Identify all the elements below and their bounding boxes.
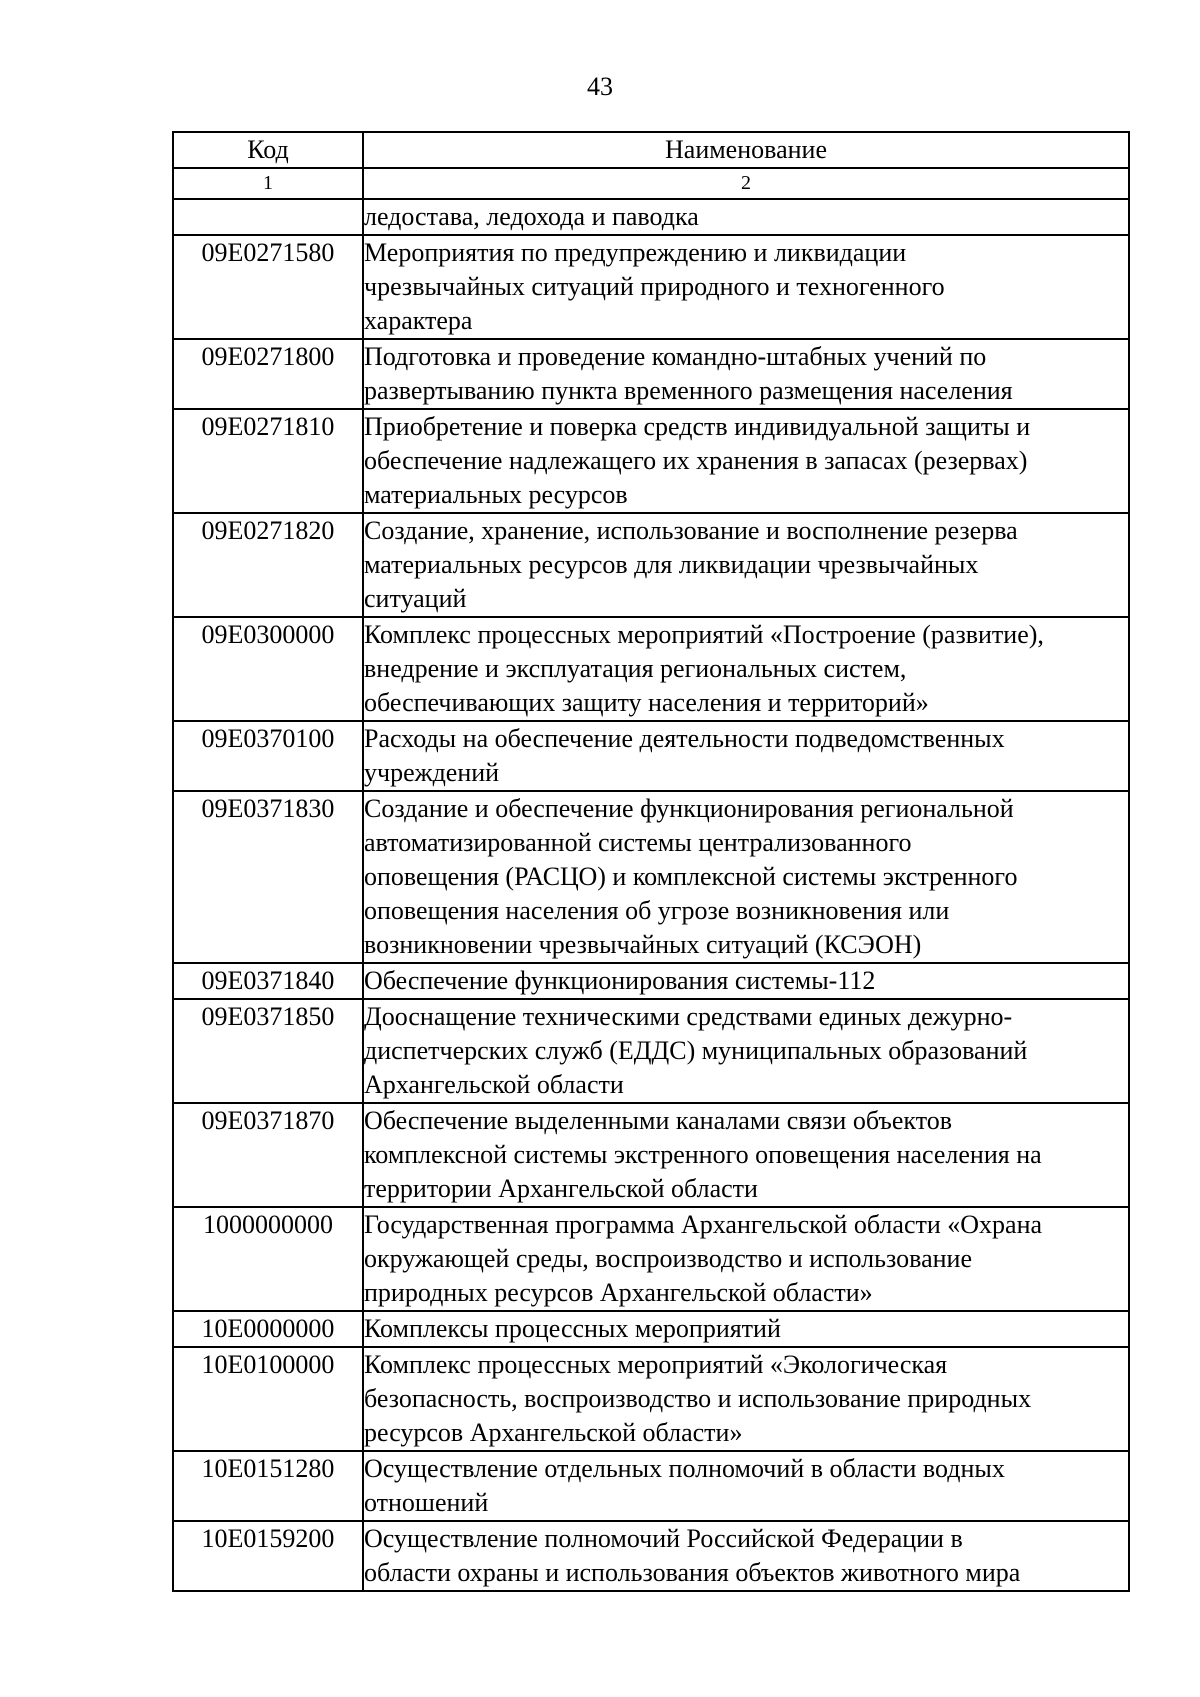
row-code: 09Е0371830 bbox=[173, 791, 363, 963]
table-row bbox=[173, 721, 1129, 791]
row-name-line: территории Архангельской области bbox=[364, 1174, 758, 1203]
table-row bbox=[173, 1521, 1129, 1591]
table-row bbox=[173, 1207, 1129, 1311]
table-row bbox=[173, 617, 1129, 721]
row-name-line: окружающей среды, воспроизводство и использование bbox=[364, 1244, 972, 1273]
row-code: 10Е0100000 bbox=[173, 1347, 363, 1451]
budget-codes-table bbox=[172, 131, 1130, 1592]
table-row bbox=[173, 409, 1129, 513]
table-row bbox=[173, 339, 1129, 409]
row-code: 09Е0371870 bbox=[173, 1103, 363, 1207]
row-name-line: развертыванию пункта временного размещения населения bbox=[364, 376, 1013, 405]
row-name-line: Комплекс процессных мероприятий «Построение (развитие), bbox=[364, 620, 1044, 649]
row-code: 09Е0271580 bbox=[173, 235, 363, 339]
row-name-line: Осуществление отдельных полномочий в области водных bbox=[364, 1454, 1005, 1483]
row-name-line: автоматизированной системы централизованного bbox=[364, 828, 912, 857]
header-name: Наименование bbox=[363, 132, 1129, 168]
row-name-line: обеспечение надлежащего их хранения в запасах (резервах) bbox=[364, 446, 1028, 475]
row-name bbox=[363, 617, 1129, 721]
row-name-line: обеспечивающих защиту населения и территорий» bbox=[364, 688, 929, 717]
row-name bbox=[363, 199, 1129, 235]
row-name-line: Расходы на обеспечение деятельности подведомственных bbox=[364, 724, 1005, 753]
row-name bbox=[363, 999, 1129, 1103]
row-name-line: Обеспечение выделенными каналами связи объектов bbox=[364, 1106, 952, 1135]
row-name-line: отношений bbox=[364, 1488, 489, 1517]
row-code: 1000000000 bbox=[173, 1207, 363, 1311]
row-name-line: Создание, хранение, использование и восполнение резерва bbox=[364, 516, 1018, 545]
table-row bbox=[173, 235, 1129, 339]
row-code: 09Е0271810 bbox=[173, 409, 363, 513]
row-name bbox=[363, 791, 1129, 963]
row-name bbox=[363, 721, 1129, 791]
row-name-line: материальных ресурсов для ликвидации чрезвычайных bbox=[364, 550, 979, 579]
row-name bbox=[363, 339, 1129, 409]
row-code: 09Е0271820 bbox=[173, 513, 363, 617]
row-code: 09Е0371850 bbox=[173, 999, 363, 1103]
row-name-line: ситуаций bbox=[364, 584, 467, 613]
row-code bbox=[173, 199, 363, 235]
row-code: 09Е0371840 bbox=[173, 963, 363, 999]
row-name-line: Приобретение и поверка средств индивидуальной защиты и bbox=[364, 412, 1031, 441]
row-name-line: чрезвычайных ситуаций природного и техногенного bbox=[364, 272, 945, 301]
row-name-line: Осуществление полномочий Российской Федерации в bbox=[364, 1524, 963, 1553]
row-name bbox=[363, 1207, 1129, 1311]
row-name-line: области охраны и использования объектов животного мира bbox=[364, 1558, 1021, 1587]
row-code: 10Е0000000 bbox=[173, 1311, 363, 1347]
row-name-line: Государственная программа Архангельской области «Охрана bbox=[364, 1210, 1043, 1239]
row-name-line: Мероприятия по предупреждению и ликвидации bbox=[364, 238, 907, 267]
table-row bbox=[173, 1311, 1129, 1347]
row-name bbox=[363, 1451, 1129, 1521]
row-name-line: оповещения (РАСЦО) и комплексной системы экстренного bbox=[364, 862, 1018, 891]
row-name-line: Архангельской области bbox=[364, 1070, 624, 1099]
row-name bbox=[363, 963, 1129, 999]
row-code: 10Е0159200 bbox=[173, 1521, 363, 1591]
row-code: 09Е0271800 bbox=[173, 339, 363, 409]
row-code: 09Е0300000 bbox=[173, 617, 363, 721]
row-name-line: оповещения населения об угрозе возникновения или bbox=[364, 896, 950, 925]
row-name-line: комплексной системы экстренного оповещения населения на bbox=[364, 1140, 1042, 1169]
row-code: 09Е0370100 bbox=[173, 721, 363, 791]
row-name-line: возникновении чрезвычайных ситуаций (КСЭОН) bbox=[364, 930, 922, 959]
row-name-line: природных ресурсов Архангельской области» bbox=[364, 1278, 873, 1307]
column-number-code: 1 bbox=[173, 168, 363, 199]
page-number: 43 bbox=[587, 72, 613, 101]
row-name-line: ледостава, ледохода и паводка bbox=[364, 202, 699, 231]
table-row bbox=[173, 963, 1129, 999]
row-code: 10Е0151280 bbox=[173, 1451, 363, 1521]
row-name-line: Дооснащение техническими средствами единых дежурно- bbox=[364, 1002, 1013, 1031]
table-row bbox=[173, 1347, 1129, 1451]
table-row bbox=[173, 1103, 1129, 1207]
row-name-line: Обеспечение функционирования системы-112 bbox=[364, 966, 876, 995]
row-name bbox=[363, 1347, 1129, 1451]
row-name-line: внедрение и эксплуатация региональных систем, bbox=[364, 654, 907, 683]
row-name-line: материальных ресурсов bbox=[364, 480, 628, 509]
table-row bbox=[173, 999, 1129, 1103]
table-row bbox=[173, 513, 1129, 617]
row-name-line: учреждений bbox=[364, 758, 500, 787]
row-name bbox=[363, 409, 1129, 513]
table-row bbox=[173, 199, 1129, 235]
column-numbers-row bbox=[173, 168, 1129, 199]
row-name-line: Комплексы процессных мероприятий bbox=[364, 1314, 781, 1343]
table-body bbox=[173, 199, 1129, 1591]
table-row bbox=[173, 791, 1129, 963]
row-name-line: Создание и обеспечение функционирования региональной bbox=[364, 794, 1014, 823]
header-code: Код bbox=[173, 132, 363, 168]
column-number-name: 2 bbox=[363, 168, 1129, 199]
row-name bbox=[363, 1311, 1129, 1347]
row-name-line: диспетчерских служб (ЕДДС) муниципальных образований bbox=[364, 1036, 1028, 1065]
row-name-line: Подготовка и проведение командно-штабных учений по bbox=[364, 342, 987, 371]
row-name-line: безопасность, воспроизводство и использование природных bbox=[364, 1384, 1032, 1413]
row-name-line: характера bbox=[364, 306, 473, 335]
row-name-line: Комплекс процессных мероприятий «Экологическая bbox=[364, 1350, 948, 1379]
row-name bbox=[363, 513, 1129, 617]
table-header-row bbox=[173, 132, 1129, 168]
row-name bbox=[363, 1103, 1129, 1207]
row-name-line: ресурсов Архангельской области» bbox=[364, 1418, 743, 1447]
table-row bbox=[173, 1451, 1129, 1521]
row-name bbox=[363, 1521, 1129, 1591]
row-name bbox=[363, 235, 1129, 339]
